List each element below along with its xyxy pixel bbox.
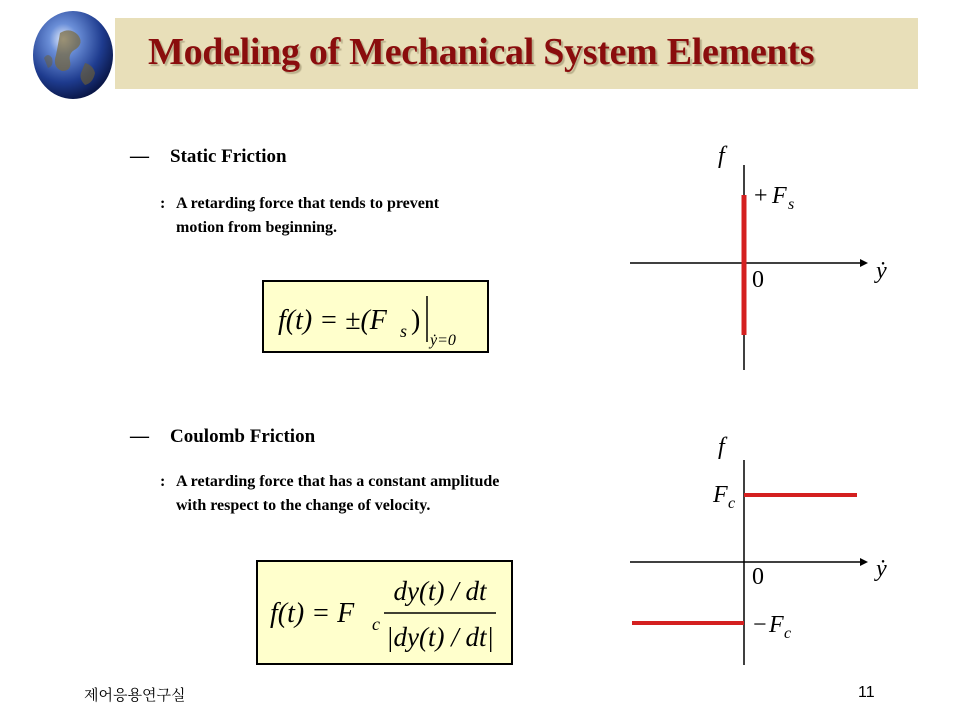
- x-axis-label: ẏ: [876, 556, 887, 582]
- desc-line-1: A retarding force that has a constant amplitude: [176, 473, 500, 490]
- y-axis-label: f: [718, 434, 725, 460]
- equation-lhs: f(t) = F: [270, 598, 355, 629]
- x-axis-arrow: [860, 558, 868, 566]
- equation-numerator: dy(t) / dt: [393, 576, 487, 606]
- section-description-coulomb: [160, 470, 620, 520]
- section-description-static: [160, 192, 600, 242]
- desc-line-2: motion from beginning.: [176, 219, 338, 236]
- lower-level-subscript: c: [784, 625, 792, 642]
- equation-eval-subscript: ẏ=0: [430, 332, 456, 349]
- level-label: F: [772, 183, 787, 209]
- heading-text: Static Friction: [170, 146, 287, 167]
- x-axis-label: ẏ: [876, 258, 887, 284]
- upper-level-label: F: [713, 482, 728, 508]
- equation-box-coulomb: [256, 560, 513, 665]
- heading-text: Coulomb Friction: [170, 426, 316, 447]
- lower-level-sign: −: [753, 612, 767, 638]
- origin-label: 0: [752, 564, 764, 590]
- heading-dash: —: [130, 426, 149, 447]
- equation-box-static: [262, 280, 489, 353]
- page-title: Modeling of Mechanical System Elements: [148, 31, 815, 73]
- lower-level-label: F: [769, 612, 784, 638]
- equation-subscript: s: [400, 321, 408, 341]
- desc-line-2: with respect to the change of velocity.: [176, 497, 431, 514]
- equation-lhs: f(t) = ±(F: [278, 305, 387, 336]
- section-heading-static: [130, 146, 287, 168]
- footer-lab-name: 제어응용연구실: [84, 686, 186, 704]
- section-heading-coulomb: [130, 426, 315, 448]
- equation-subscript: c: [372, 614, 380, 634]
- x-axis-arrow: [860, 259, 868, 267]
- desc-colon: :: [160, 195, 166, 212]
- graph-static-friction: [620, 135, 910, 375]
- graph-coulomb-friction: [620, 430, 910, 670]
- page-number: 11: [858, 684, 875, 701]
- heading-dash: —: [130, 146, 149, 167]
- desc-line-1: A retarding force that tends to prevent: [176, 195, 440, 212]
- upper-level-subscript: c: [728, 495, 736, 512]
- level-label-sign: +: [754, 183, 768, 209]
- equation-denominator: |dy(t) / dt|: [386, 622, 494, 652]
- y-axis-label: f: [718, 143, 725, 169]
- desc-colon: :: [160, 473, 166, 490]
- globe-icon: [30, 8, 116, 102]
- equation-close: ): [411, 305, 421, 336]
- level-label-subscript: s: [788, 196, 795, 213]
- origin-label: 0: [752, 267, 764, 293]
